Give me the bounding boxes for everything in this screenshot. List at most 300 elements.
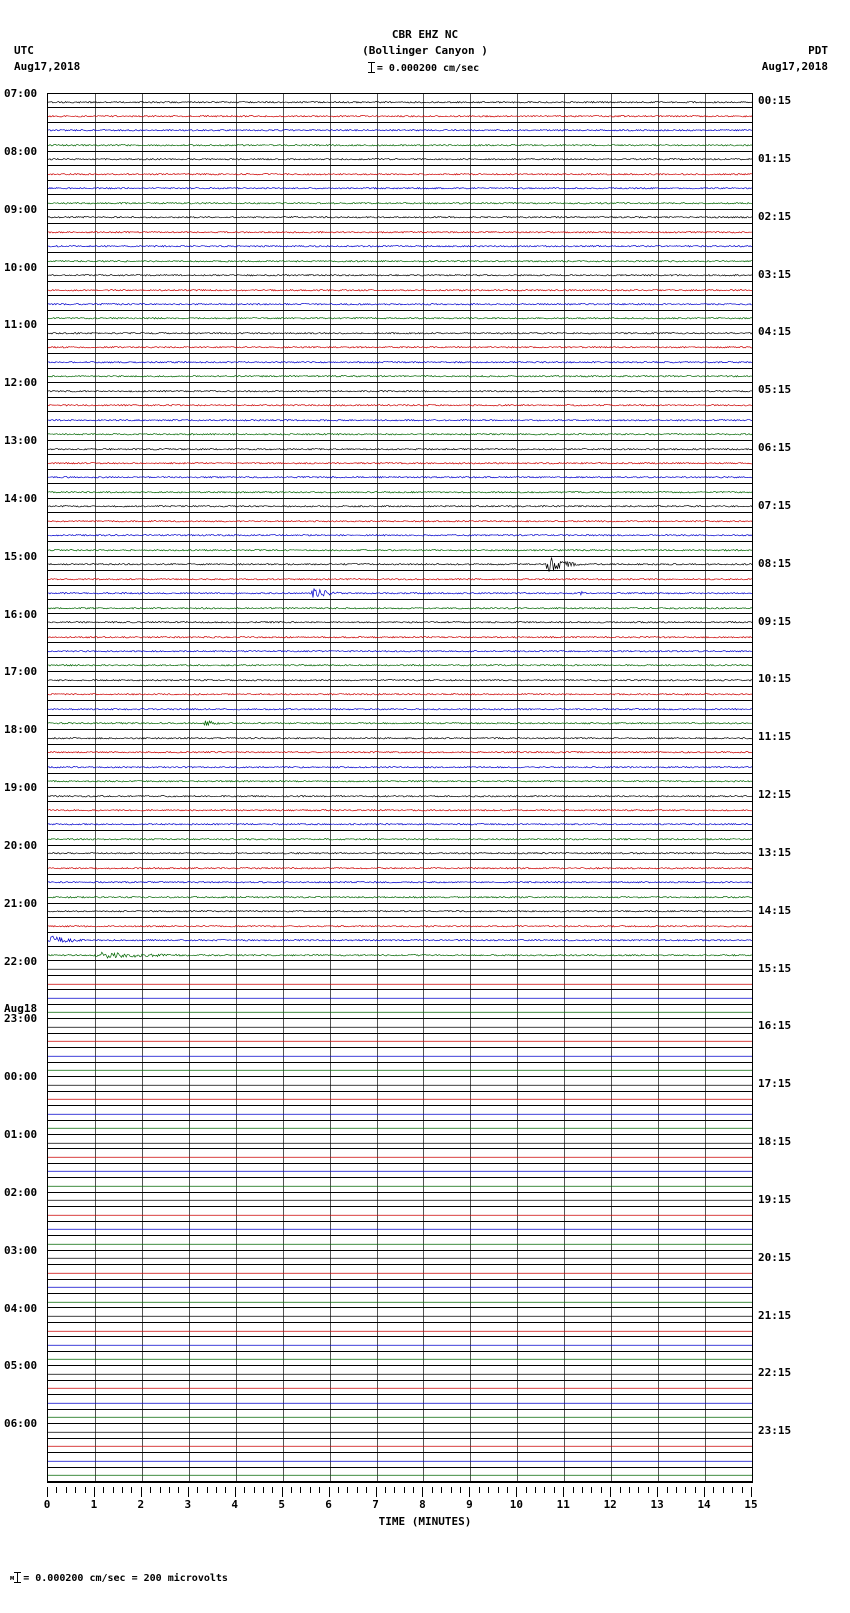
- trace-row: [48, 1149, 752, 1163]
- scale-bar-label: = 0.000200 cm/sec: [376, 63, 480, 74]
- trace-line: [48, 716, 752, 730]
- footer-scale: [10, 1572, 228, 1584]
- x-tick-label: 11: [556, 1498, 570, 1511]
- left-time-label: 16:00: [4, 607, 38, 621]
- left-time-label: 02:00: [4, 1185, 38, 1199]
- trace-row: [48, 947, 752, 961]
- trace-row: [48, 513, 752, 527]
- trace-line: [48, 542, 752, 556]
- trace-row: [48, 268, 752, 282]
- x-tick-minor: [535, 1487, 536, 1493]
- x-tick-minor: [667, 1487, 668, 1493]
- left-time-label: 05:00: [4, 1359, 38, 1373]
- trace-row: [48, 976, 752, 990]
- trace-line: [48, 933, 752, 947]
- x-tick-label: 15: [744, 1498, 758, 1511]
- trace-row: [48, 802, 752, 816]
- x-tick-minor: [207, 1487, 208, 1493]
- trace-line: [48, 210, 752, 224]
- trace-row: [48, 788, 752, 802]
- trace-row: [48, 918, 752, 932]
- trace-line: [48, 1337, 752, 1351]
- x-tick-major: [329, 1487, 330, 1497]
- x-tick-minor: [75, 1487, 76, 1493]
- trace-row: [48, 860, 752, 874]
- left-time-label: 09:00: [4, 202, 38, 216]
- trace-row: [48, 108, 752, 122]
- x-tick-minor: [244, 1487, 245, 1493]
- x-tick-major: [235, 1487, 236, 1497]
- left-time-label: 07:00: [4, 87, 38, 100]
- trace-line: [48, 1251, 752, 1265]
- x-tick-minor: [601, 1487, 602, 1493]
- left-time-label: 12:00: [4, 376, 38, 390]
- trace-row: [48, 427, 752, 441]
- x-tick-minor: [507, 1487, 508, 1493]
- x-tick-minor: [685, 1487, 686, 1493]
- right-time-label: 00:15: [758, 94, 792, 107]
- left-time-label: 06:00: [4, 1417, 38, 1431]
- left-time-label: 23:00: [4, 1012, 38, 1026]
- trace-row: [48, 1352, 752, 1366]
- trace-row: [48, 557, 752, 571]
- right-time-label: 12:15: [758, 788, 792, 801]
- trace-line: [48, 1236, 752, 1250]
- trace-row: [48, 354, 752, 368]
- trace-row: [48, 1280, 752, 1294]
- trace-row: [48, 1063, 752, 1077]
- x-tick-label: 2: [137, 1498, 145, 1511]
- right-time-label: 20:15: [758, 1250, 792, 1264]
- x-tick-minor: [394, 1487, 395, 1493]
- x-tick-label: 14: [697, 1498, 711, 1511]
- trace-line: [48, 224, 752, 238]
- trace-row: [48, 1121, 752, 1135]
- trace-row: [48, 1178, 752, 1192]
- x-tick-minor: [676, 1487, 677, 1493]
- trace-line: [48, 1294, 752, 1308]
- x-tick-minor: [216, 1487, 217, 1493]
- station-title: CBR EHZ NC: [391, 28, 459, 41]
- trace-line: [48, 1149, 752, 1163]
- trace-row: [48, 398, 752, 412]
- x-tick-minor: [85, 1487, 86, 1493]
- trace-line: [48, 586, 752, 600]
- left-time-label: 03:00: [4, 1243, 38, 1257]
- x-tick-major: [282, 1487, 283, 1497]
- trace-row: [48, 962, 752, 976]
- trace-line: [48, 123, 752, 137]
- trace-rows: [48, 94, 752, 1482]
- trace-line: [48, 108, 752, 122]
- trace-row: [48, 1453, 752, 1467]
- x-tick-major: [610, 1487, 611, 1497]
- trace-line: [48, 1207, 752, 1221]
- right-time-label: 01:15: [758, 151, 792, 165]
- x-tick-minor: [526, 1487, 527, 1493]
- right-time-label: 14:15: [758, 903, 792, 917]
- left-time-label: 22:00: [4, 954, 38, 968]
- footer-scale-icon: [17, 1572, 18, 1583]
- x-tick-major: [704, 1487, 705, 1497]
- x-tick-minor: [582, 1487, 583, 1493]
- trace-row: [48, 224, 752, 238]
- x-tick-label: 0: [43, 1498, 51, 1511]
- trace-row: [48, 1207, 752, 1221]
- x-tick-minor: [113, 1487, 114, 1493]
- right-date-label: Aug17,2018: [761, 60, 828, 73]
- x-tick-label: 7: [372, 1498, 379, 1511]
- right-time-label: 13:15: [758, 845, 792, 859]
- x-tick-minor: [723, 1487, 724, 1493]
- right-time-label: 11:15: [758, 730, 792, 744]
- trace-line: [48, 253, 752, 267]
- x-tick-minor: [432, 1487, 433, 1493]
- x-tick-minor: [319, 1487, 320, 1493]
- x-tick-minor: [591, 1487, 592, 1493]
- trace-line: [48, 1092, 752, 1106]
- x-tick-major: [563, 1487, 564, 1497]
- trace-row: [48, 239, 752, 253]
- trace-row: [48, 658, 752, 672]
- trace-line: [48, 831, 752, 845]
- trace-line: [48, 1135, 752, 1149]
- x-tick-minor: [254, 1487, 255, 1493]
- x-tick-label: 4: [231, 1498, 239, 1511]
- x-tick-label: 3: [184, 1498, 192, 1511]
- trace-line: [48, 1193, 752, 1207]
- trace-row: [48, 730, 752, 744]
- trace-line: [48, 1222, 752, 1236]
- x-tick-minor: [695, 1487, 696, 1493]
- x-tick-minor: [385, 1487, 386, 1493]
- trace-line: [48, 1048, 752, 1062]
- x-tick-major: [516, 1487, 517, 1497]
- trace-row: [48, 542, 752, 556]
- left-time-label: 01:00: [4, 1128, 38, 1141]
- trace-line: [48, 1439, 752, 1453]
- trace-row: [48, 1395, 752, 1409]
- trace-row: [48, 933, 752, 947]
- trace-row: [48, 311, 752, 325]
- x-tick-minor: [573, 1487, 574, 1493]
- x-tick-minor: [272, 1487, 273, 1493]
- trace-row: [48, 1410, 752, 1424]
- trace-line: [48, 1280, 752, 1294]
- trace-row: [48, 325, 752, 339]
- trace-line: [48, 94, 752, 108]
- trace-row: [48, 369, 752, 383]
- x-tick-minor: [554, 1487, 555, 1493]
- right-timezone-label: PDT: [808, 44, 828, 57]
- footer-scale-prefix: м: [10, 1574, 15, 1582]
- trace-line: [48, 1366, 752, 1380]
- x-tick-minor: [225, 1487, 226, 1493]
- right-time-label: 02:15: [758, 209, 792, 223]
- trace-row: [48, 889, 752, 903]
- right-time-label: 03:15: [758, 267, 792, 281]
- trace-row: [48, 629, 752, 643]
- trace-row: [48, 123, 752, 137]
- trace-line: [48, 1309, 752, 1323]
- x-tick-minor: [291, 1487, 292, 1493]
- x-tick-major: [47, 1487, 48, 1497]
- seismogram-plot: [47, 93, 753, 1483]
- x-tick-major: [422, 1487, 423, 1497]
- trace-row: [48, 586, 752, 600]
- trace-row: [48, 1077, 752, 1091]
- x-tick-label: 9: [466, 1498, 473, 1511]
- trace-line: [48, 817, 752, 831]
- trace-line: [48, 354, 752, 368]
- x-tick-major: [141, 1487, 142, 1497]
- trace-row: [48, 1294, 752, 1308]
- x-tick-major: [657, 1487, 658, 1497]
- left-time-label: 11:00: [4, 318, 38, 332]
- left-time-label: 21:00: [4, 896, 38, 910]
- trace-row: [48, 643, 752, 657]
- trace-row: [48, 195, 752, 209]
- trace-row: [48, 1005, 752, 1019]
- trace-row: [48, 571, 752, 585]
- trace-row: [48, 817, 752, 831]
- x-tick-label: 13: [650, 1498, 664, 1511]
- trace-line: [48, 513, 752, 527]
- right-time-label: 21:15: [758, 1308, 792, 1322]
- trace-line: [48, 484, 752, 498]
- footer-scale-label: = 0.000200 cm/sec = 200 microvolts: [23, 1573, 228, 1584]
- x-tick-label: 1: [90, 1498, 98, 1511]
- trace-line: [48, 1381, 752, 1395]
- x-tick-minor: [451, 1487, 452, 1493]
- trace-line: [48, 962, 752, 976]
- trace-line: [48, 340, 752, 354]
- trace-line: [48, 918, 752, 932]
- scale-bar-icon: [371, 62, 372, 73]
- x-tick-minor: [357, 1487, 358, 1493]
- scale-bar: [0, 62, 850, 74]
- trace-row: [48, 1424, 752, 1438]
- trace-row: [48, 1034, 752, 1048]
- trace-line: [48, 571, 752, 585]
- trace-row: [48, 745, 752, 759]
- trace-row: [48, 875, 752, 889]
- trace-row: [48, 441, 752, 455]
- trace-line: [48, 296, 752, 310]
- trace-line: [48, 658, 752, 672]
- trace-line: [48, 846, 752, 860]
- trace-line: [48, 1164, 752, 1178]
- left-timezone-label: UTC: [14, 44, 34, 57]
- trace-row: [48, 1251, 752, 1265]
- trace-line: [48, 889, 752, 903]
- right-time-label: 23:15: [758, 1424, 792, 1438]
- trace-row: [48, 1381, 752, 1395]
- x-tick-label: 8: [419, 1498, 426, 1511]
- trace-line: [48, 427, 752, 441]
- left-time-label: 08:00: [4, 144, 38, 158]
- trace-row: [48, 759, 752, 773]
- trace-row: [48, 1106, 752, 1120]
- trace-row: [48, 412, 752, 426]
- x-tick-minor: [648, 1487, 649, 1493]
- trace-line: [48, 1121, 752, 1135]
- right-time-label: 06:15: [758, 441, 792, 454]
- trace-row: [48, 1323, 752, 1337]
- trace-row: [48, 94, 752, 108]
- trace-row: [48, 831, 752, 845]
- right-time-label: 08:15: [758, 556, 792, 570]
- trace-line: [48, 802, 752, 816]
- trace-row: [48, 774, 752, 788]
- trace-line: [48, 1352, 752, 1366]
- trace-line: [48, 557, 752, 571]
- site-title: (Bollinger Canyon ): [362, 44, 488, 57]
- x-tick-minor: [479, 1487, 480, 1493]
- right-time-label: 17:15: [758, 1077, 792, 1091]
- trace-line: [48, 1005, 752, 1019]
- trace-row: [48, 1193, 752, 1207]
- trace-line: [48, 1034, 752, 1048]
- trace-line: [48, 152, 752, 166]
- right-time-label: 04:15: [758, 325, 792, 339]
- trace-line: [48, 643, 752, 657]
- trace-line: [48, 687, 752, 701]
- left-time-label: 13:00: [4, 434, 38, 447]
- trace-row: [48, 672, 752, 686]
- trace-line: [48, 730, 752, 744]
- x-tick-minor: [629, 1487, 630, 1493]
- trace-line: [48, 1106, 752, 1120]
- trace-line: [48, 745, 752, 759]
- trace-line: [48, 615, 752, 629]
- trace-row: [48, 210, 752, 224]
- trace-row: [48, 528, 752, 542]
- x-tick-label: 12: [603, 1498, 617, 1511]
- trace-line: [48, 441, 752, 455]
- trace-row: [48, 1048, 752, 1062]
- x-tick-minor: [150, 1487, 151, 1493]
- trace-line: [48, 282, 752, 296]
- right-time-label: 09:15: [758, 614, 792, 628]
- trace-row: [48, 152, 752, 166]
- x-tick-minor: [131, 1487, 132, 1493]
- trace-line: [48, 1265, 752, 1279]
- x-tick-minor: [169, 1487, 170, 1493]
- left-date-label: Aug17,2018: [14, 60, 81, 73]
- trace-row: [48, 470, 752, 484]
- x-axis-tick-labels: [0, 1498, 850, 1512]
- trace-line: [48, 1468, 752, 1482]
- x-tick-minor: [338, 1487, 339, 1493]
- trace-row: [48, 282, 752, 296]
- left-time-label: Aug18: [4, 1002, 38, 1016]
- trace-row: [48, 1019, 752, 1033]
- trace-line: [48, 1395, 752, 1409]
- x-tick-minor: [122, 1487, 123, 1493]
- trace-row: [48, 1135, 752, 1149]
- trace-line: [48, 701, 752, 715]
- trace-row: [48, 1309, 752, 1323]
- trace-line: [48, 181, 752, 195]
- x-tick-label: 5: [278, 1498, 285, 1511]
- x-tick-minor: [742, 1487, 743, 1493]
- right-time-label: 10:15: [758, 672, 792, 686]
- trace-line: [48, 470, 752, 484]
- trace-line: [48, 268, 752, 282]
- trace-row: [48, 383, 752, 397]
- right-time-label: 19:15: [758, 1192, 792, 1206]
- left-time-label: 00:00: [4, 1070, 38, 1084]
- trace-row: [48, 904, 752, 918]
- trace-row: [48, 340, 752, 354]
- trace-row: [48, 990, 752, 1004]
- x-tick-major: [751, 1487, 752, 1497]
- trace-line: [48, 325, 752, 339]
- trace-row: [48, 1092, 752, 1106]
- right-time-label: 22:15: [758, 1366, 792, 1380]
- trace-row: [48, 701, 752, 715]
- trace-line: [48, 239, 752, 253]
- trace-row: [48, 1337, 752, 1351]
- trace-row: [48, 296, 752, 310]
- trace-line: [48, 383, 752, 397]
- x-tick-minor: [263, 1487, 264, 1493]
- trace-line: [48, 629, 752, 643]
- x-tick-major: [188, 1487, 189, 1497]
- x-axis-label: TIME (MINUTES): [378, 1515, 472, 1528]
- trace-row: [48, 499, 752, 513]
- right-time-label: 18:15: [758, 1135, 792, 1148]
- trace-line: [48, 1323, 752, 1337]
- x-tick-minor: [66, 1487, 67, 1493]
- left-time-label: 14:00: [4, 491, 38, 505]
- x-tick-minor: [347, 1487, 348, 1493]
- trace-row: [48, 687, 752, 701]
- trace-line: [48, 976, 752, 990]
- trace-line: [48, 788, 752, 802]
- trace-line: [48, 774, 752, 788]
- x-tick-major: [94, 1487, 95, 1497]
- left-time-label: 04:00: [4, 1301, 38, 1315]
- trace-line: [48, 1019, 752, 1033]
- right-time-label: 07:15: [758, 498, 792, 512]
- x-tick-minor: [300, 1487, 301, 1493]
- left-time-label: 18:00: [4, 723, 38, 737]
- x-tick-minor: [197, 1487, 198, 1493]
- left-time-label: 20:00: [4, 838, 38, 852]
- trace-row: [48, 1439, 752, 1453]
- trace-line: [48, 1077, 752, 1091]
- trace-row: [48, 600, 752, 614]
- x-tick-minor: [544, 1487, 545, 1493]
- trace-line: [48, 369, 752, 383]
- x-tick-minor: [366, 1487, 367, 1493]
- trace-row: [48, 1164, 752, 1178]
- trace-row: [48, 166, 752, 180]
- trace-line: [48, 166, 752, 180]
- right-time-label: 05:15: [758, 383, 792, 397]
- trace-line: [48, 412, 752, 426]
- x-tick-label: 6: [325, 1498, 332, 1511]
- trace-line: [48, 1424, 752, 1438]
- trace-line: [48, 860, 752, 874]
- x-tick-minor: [732, 1487, 733, 1493]
- trace-row: [48, 716, 752, 730]
- trace-row: [48, 455, 752, 469]
- x-tick-minor: [56, 1487, 57, 1493]
- x-tick-minor: [310, 1487, 311, 1493]
